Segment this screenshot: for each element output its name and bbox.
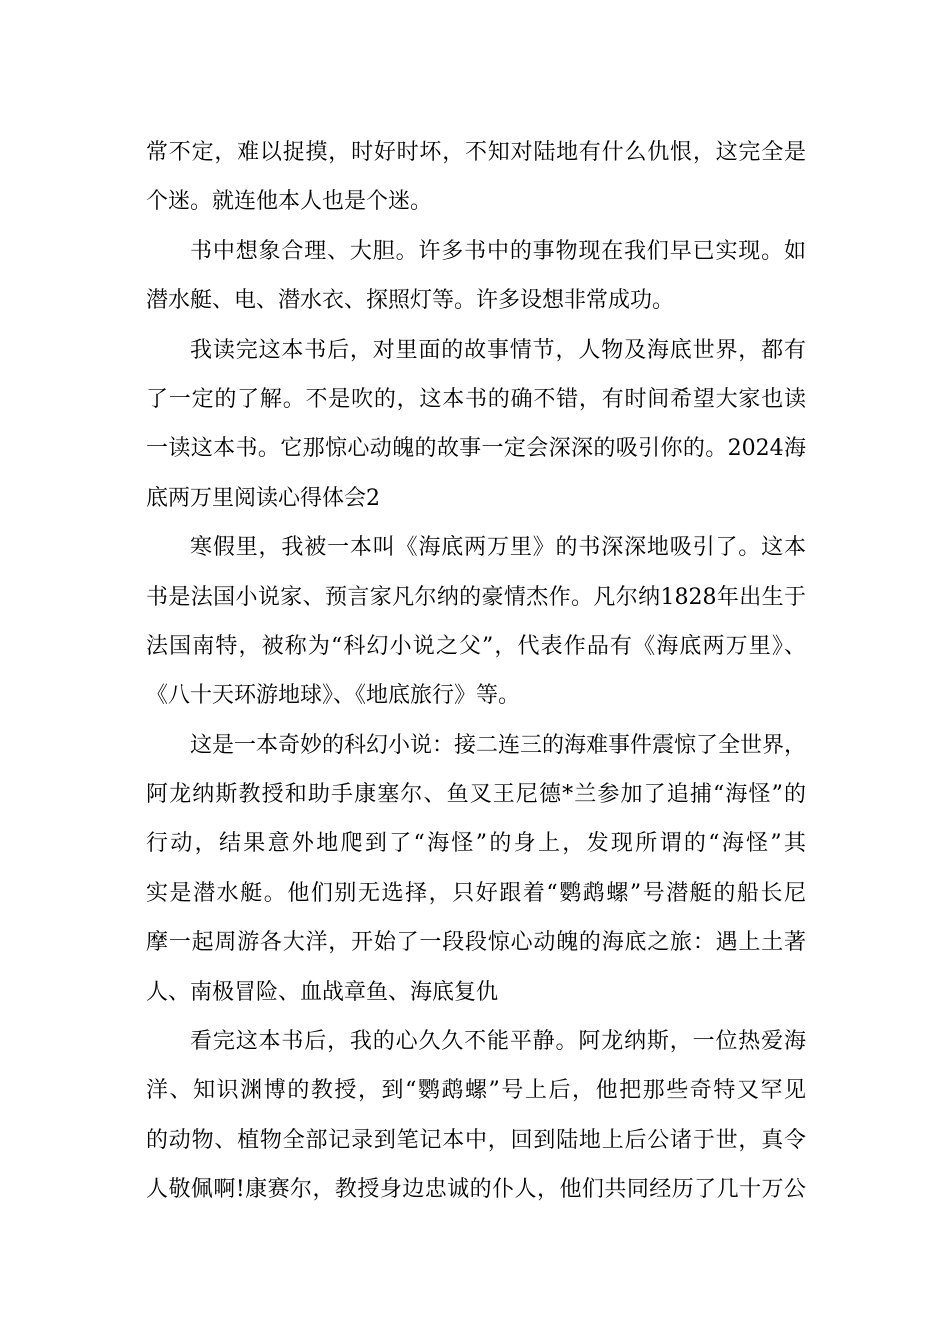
text-line: 的动物、植物全部记录到笔记本中，回到陆地上后公诸于世，真令 [146, 1127, 806, 1153]
text-line: 一读这本书。它那惊心动魄的故事一定会深深的吸引你的。2024海 [146, 436, 806, 462]
paragraph-start-line: 书中想象合理、大胆。许多书中的事物现在我们早已实现。如 [190, 238, 806, 264]
text-line: 潜水艇、电、潜水衣、探照灯等。许多设想非常成功。 [146, 288, 675, 314]
body-text [146, 128, 806, 1215]
text-line: 实是潜水艇。他们别无选择，只好跟着“鹦鹉螺”号潜艇的船长尼 [146, 880, 806, 906]
text-line: 阿龙纳斯教授和助手康塞尔、鱼叉王尼德*兰参加了追捕“海怪”的 [146, 782, 806, 808]
text-line: 洋、知识渊博的教授，到“鹦鹉螺”号上后，他把那些奇特又罕见 [146, 1078, 806, 1104]
paragraph-start-line: 寒假里，我被一本叫《海底两万里》的书深深地吸引了。这本 [190, 535, 806, 561]
paragraph-start-line: 这是一本奇妙的科幻小说：接二连三的海难事件震惊了全世界， [190, 732, 807, 758]
text-line: 《八十天环游地球》、《地底旅行》等。 [146, 683, 521, 709]
section-heading-line: 底两万里阅读心得体会2 [146, 485, 380, 511]
paragraph-start-line: 看完这本书后，我的心久久不能平静。阿龙纳斯，一位热爱海 [190, 1029, 806, 1055]
text-line: 常不定，难以捉摸，时好时坏，不知对陆地有什么仇恨，这完全是 [146, 140, 806, 165]
text-line: 人敬佩啊!康赛尔，教授身边忠诚的仆人，他们共同经历了几十万公 [146, 1177, 806, 1203]
paragraph-start-line: 我读完这本书后，对里面的故事情节，人物及海底世界，都有 [190, 337, 806, 363]
text-line: 个迷。就连他本人也是个迷。 [146, 189, 433, 215]
text-line: 人、南极冒险、血战章鱼、海底复仇 [146, 979, 499, 1005]
text-line: 行动，结果意外地爬到了“海怪”的身上，发现所谓的“海怪”其 [146, 831, 806, 857]
text-line: 书是法国小说家、预言家凡尔纳的豪情杰作。凡尔纳1828年出生于 [146, 584, 806, 610]
text-line: 摩一起周游各大洋，开始了一段段惊心动魄的海底之旅：遇上土著 [146, 930, 806, 956]
text-line: 了一定的了解。不是吹的，这本书的确不错，有时间希望大家也读 [146, 386, 806, 412]
text-line: 法国南特，被称为“科幻小说之父”，代表作品有《海底两万里》、 [146, 633, 806, 659]
